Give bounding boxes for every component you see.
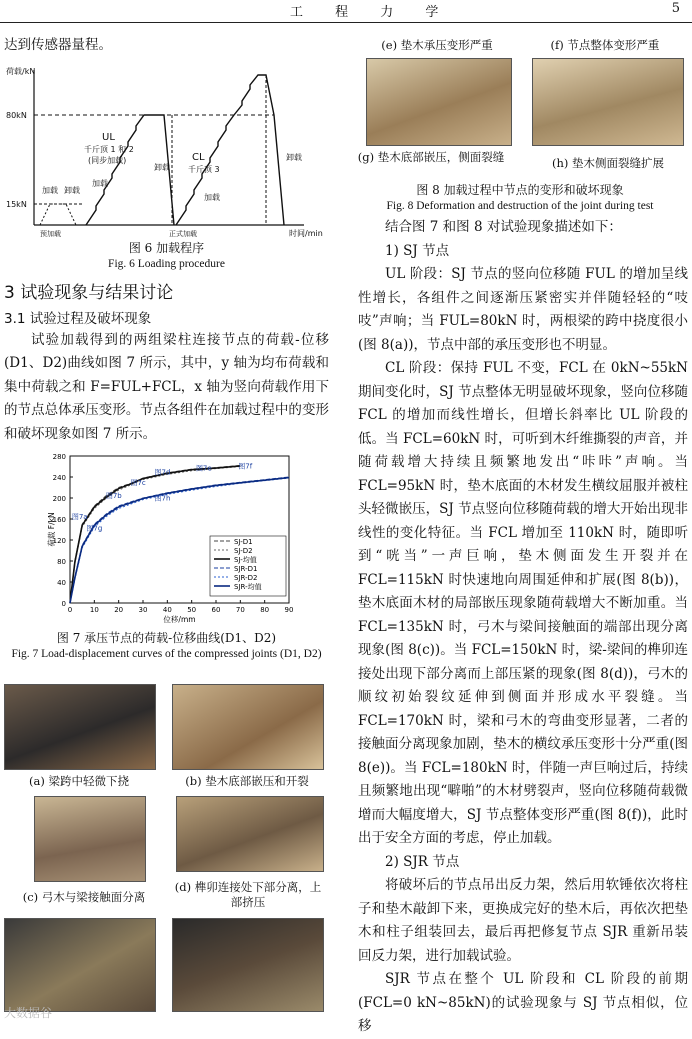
fig7-ytick-label: 80 [57, 558, 66, 566]
photo-b [172, 684, 324, 770]
fig7-ylabel: 荷载 F/kN [47, 512, 56, 547]
page-number: 5 [671, 1, 680, 16]
fig7-annotation: 图7c [130, 478, 146, 487]
fig7-legend-label: SJ-均值 [234, 556, 257, 564]
journal-title: 工 程 力 学 [290, 5, 453, 20]
fig7-ytick-label: 40 [57, 579, 66, 587]
fig6-y15: 15kN [6, 199, 27, 209]
para-sjr: 将破坏后的节点吊出反力架，然后用软锤依次将柱子和垫木敲卸下来，更换成完好的垫木后，再依次把垫木和柱子组装回去，最后再把修复节点 SJR 重新吊装回反力架，进行加载试验。 [358, 877, 688, 964]
fig7-ytick-label: 0 [61, 600, 66, 608]
fig6-unload3: 卸载 [286, 152, 302, 162]
intro-line: 达到传感器量程。 [4, 37, 112, 53]
fig7-ytick-label: 120 [52, 537, 66, 545]
fig6-ylabel: 荷载/kN [6, 66, 36, 76]
fig7-xtick-label: 90 [284, 606, 294, 614]
fig7-xtick-label: 50 [187, 606, 197, 614]
photo-c-caption: (c) 弓木与梁接触面分离 [22, 890, 146, 904]
fig6-formal: 正式加载 [169, 229, 197, 238]
fig6-preload-path [40, 204, 76, 225]
fig6-cl-jack: 千斤顶 3 [188, 164, 220, 174]
fig7-legend-label: SJ-D1 [234, 538, 253, 546]
fig7-xtick-label: 70 [235, 606, 245, 614]
fig7-annotation: 图7a [71, 513, 88, 521]
fig6-ul-sync: (同步加载) [88, 155, 127, 165]
fig7-xtick-label: 10 [89, 606, 99, 614]
watermark: 大数据谷 [4, 1006, 53, 1020]
fig6-cl-path [176, 75, 284, 225]
fig6-unload1: 卸载 [64, 185, 80, 195]
para-cl: CL 阶段：保持 FUL 不变，FCL 在 0kN~55kN 期间变化时，SJ 节点整体无明显破坏现象，竖向位移随 FCL 的增加而线性增长，但增长斜率比 UL 阶段的低。当 FCL=60kN 时，可听到木纤维撕裂的声音，并随荷载增大持续且频繁地发出“咔咔”声响。当 FCL=95kN 时，垫木底面的木材发生横纹屈服并被柱头轻微嵌压，SJ 节点竖向位移随荷载的增大开始出现非线性的变化特征。当 FCL 增加至 110kN 时，随即听到“咣当”一声巨响，垫木侧面发生开裂并在 FCL=115kN 时快速地向周围延伸和扩展(图 8(b))，垫木底面木材的局部嵌压现象随荷载增大不断加重。当 FCL=135kN 时，弓木与梁间接触面的端部出现分离现象(图 8(c))。当 FCL=150kN 时，梁-梁间的榫卯连接处出现下部分离而上部压紧的现象(图 8(d))，弓木的顺纹初始裂纹延伸到侧面并形成水平裂缝。当 FCL=170kN 时，梁和弓木的弯曲变形显著，二者的接触面分离现象加剧，垫木的横纹承压变形十分严重(图 8(e))。当 FCL=180kN 时，伴随一声巨响过后，持续且频繁地出现“噼啪”的木材劈裂声，竖向位移随荷载微增而大幅度增大，SJ 节点整体变形严重(图 8(f))，此时出于安全方面的考虑，停止加载。 [358, 360, 688, 846]
fig7-ytick-label: 160 [52, 516, 66, 524]
para-fig7-intro: 试验加载得到的两组梁柱连接节点的荷载-位移(D1、D2)曲线如图 7 所示，其中，y 轴为均布荷载和集中荷载之和 F=FUL+FCL，x 轴为竖向荷载作用下的节点总体承压变形。节点各组件在加载过程中的变形和破坏现象如图 7 所示。 [4, 331, 329, 442]
fig7-caption-en: Fig. 7 Load-displacement curves of the compressed joints (D1, D2) [11, 648, 322, 660]
sjr-heading: 2) SJR 节点 [385, 853, 460, 870]
photo-h [532, 58, 684, 146]
fig6-load2: 加载 [92, 178, 108, 188]
fig6-ul-jack: 千斤顶 1 和 2 [84, 144, 134, 154]
fig7-ytick-label: 280 [52, 453, 66, 461]
fig6-caption-cn: 图 6 加载程序 [128, 240, 205, 255]
left-column [4, 26, 329, 662]
fig7-annotation: 图7e [195, 464, 212, 473]
fig7-ytick-label: 240 [52, 474, 66, 482]
fig7-caption-cn: 图 7 承压节点的荷载-位移曲线(D1、D2) [56, 631, 277, 645]
fig7-xtick-label: 60 [211, 606, 221, 614]
fig7-xtick-label: 80 [260, 606, 270, 614]
fig7-load-displacement-chart [4, 448, 329, 630]
photo-c [34, 796, 146, 882]
fig7-annotation: 图7d [154, 468, 171, 477]
para-sjr2: SJR 节点在整个 UL 阶段和 CL 阶段的前期(FCL=0 kN~85kN)的试验现象与 SJ 节点相似，位移 [358, 971, 688, 1034]
fig7-legend-label: SJ-D2 [234, 547, 253, 555]
fig8-caption-en: Fig. 8 Deformation and destruction of the joint during test [386, 200, 654, 212]
fig7-xtick-label: 40 [162, 606, 172, 614]
section-3-1-heading: 3.1 试验过程及破坏现象 [4, 310, 152, 327]
sj-heading: 1) SJ 节点 [385, 242, 450, 259]
photo-a [4, 684, 156, 770]
fig7-xlabel: 位移/mm [163, 615, 196, 624]
photo-f-strip [172, 918, 324, 1012]
fig6-ul-label: UL [102, 131, 115, 143]
fig7-annotation: 图7g [86, 524, 103, 533]
fig6-unload2: 卸载 [154, 162, 170, 172]
fig7-annotation: 图7h [154, 494, 171, 503]
fig6-cl-label: CL [192, 151, 205, 163]
fig7-legend-label: SJR-D1 [234, 565, 258, 573]
fig8-caption-cn: 图 8 加载过程中节点的变形和破坏现象 [416, 183, 624, 197]
section-3-heading: 3 试验现象与结果讨论 [4, 282, 174, 303]
fig6-load1: 加载 [42, 185, 58, 195]
photo-h-caption: (h) 垫木侧面裂缝扩展 [551, 156, 665, 170]
photo-a-caption: (a) 梁跨中轻微下挠 [29, 774, 129, 788]
photo-e-caption: (e) 垫木承压变形严重 [381, 38, 493, 52]
fig7-annotation: 图7f [238, 462, 253, 471]
para-ul: UL 阶段：SJ 节点的竖向位移随 FUL 的增加呈线性增长，各组件之间逐渐压紧密实并伴随轻轻的“吱吱”声响；当 FUL=80kN 时，两根梁的跨中挠度很小(图 8(a))，节点中部的承压变形也不明显。 [358, 266, 688, 353]
para-lead: 结合图 7 和图 8 对试验现象描述如下： [385, 219, 622, 235]
photo-g-caption: (g) 垫木底部嵌压，侧面裂缝 [357, 150, 505, 164]
fig7-legend-label: SJR-D2 [234, 574, 258, 582]
fig7-legend-label: SJR-均值 [234, 583, 262, 591]
fig6-load3: 加载 [204, 192, 220, 202]
fig6-caption-en: Fig. 6 Loading procedure [108, 257, 225, 270]
photo-e-strip [4, 918, 156, 1012]
running-header [0, 0, 692, 23]
fig6-y80: 80kN [6, 110, 27, 120]
fig7-ytick-label: 200 [52, 495, 66, 503]
photo-f-caption: (f) 节点整体变形严重 [550, 38, 660, 52]
photo-b-caption: (b) 垫木底部嵌压和开裂 [185, 774, 309, 788]
fig6-preload: 预加载 [40, 229, 61, 238]
fig7-xtick-label: 30 [138, 606, 148, 614]
photo-g [366, 58, 512, 146]
right-text-column [358, 216, 688, 1039]
fig6-xlabel: 时间/min [289, 228, 323, 238]
fig7-annotation: 图7b [105, 492, 122, 500]
fig6-loading-procedure [4, 60, 329, 240]
photo-d-caption: (d) 榫卯连接处下部分离，上部挤压 [174, 880, 322, 909]
fig7-xtick-label: 20 [114, 606, 124, 614]
photo-d [176, 796, 324, 872]
fig7-xtick-label: 0 [67, 606, 73, 614]
